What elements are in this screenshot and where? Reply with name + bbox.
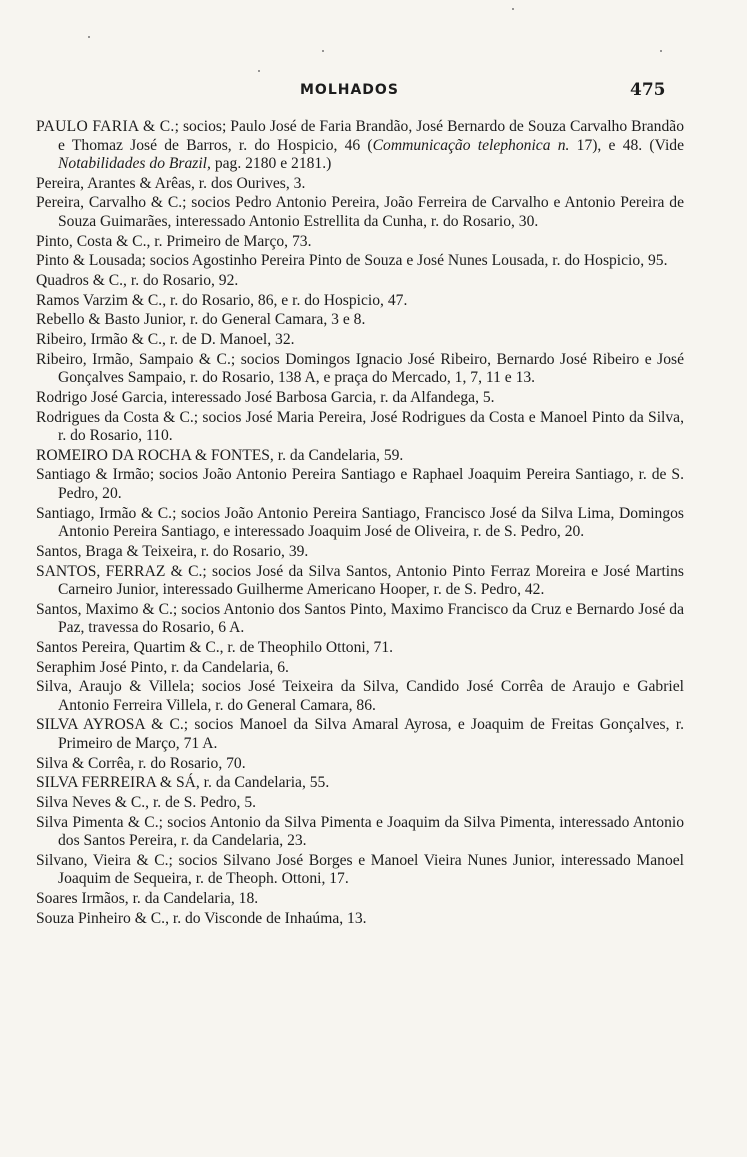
directory-entry: Soares Irmãos, r. da Candelaria, 18. bbox=[36, 890, 259, 908]
directory-entry: Pereira, Carvalho & C.; socios Pedro Antonio Pereira, João Ferreira de Carvalho e Antonio Pereira de Souza Guimarães, interessado Antonio Estrellita da Cunha, r. do Rosario, 30. bbox=[36, 194, 684, 230]
print-speck bbox=[88, 36, 90, 38]
section-title: MOLHADOS bbox=[300, 82, 399, 98]
directory-entry: Silva, Araujo & Villela; socios José Teixeira da Silva, Candido José Corrêa de Araujo e Gabriel Antonio Ferreira Villela, r. do General Camara, 86. bbox=[36, 678, 684, 714]
directory-entry: SILVA FERREIRA & SÁ, r. da Candelaria, 55. bbox=[36, 774, 330, 792]
print-speck bbox=[258, 70, 260, 72]
directory-entry: Souza Pinheiro & C., r. do Visconde de Inhaúma, 13. bbox=[36, 909, 367, 927]
print-speck bbox=[322, 50, 324, 52]
directory-entry: Ramos Varzim & C., r. do Rosario, 86, e r. do Hospicio, 47. bbox=[36, 291, 408, 309]
directory-entry: Ribeiro, Irmão, Sampaio & C.; socios Domingos Ignacio José Ribeiro, Bernardo José Ribeiro e José Gonçalves Sampaio, r. do Rosario, 138 A, e praça do Mercado, 1, 7, 11 e 13. bbox=[36, 350, 684, 387]
directory-entry: Silva & Corrêa, r. do Rosario, 70. bbox=[36, 754, 246, 772]
directory-entry: SANTOS, FERRAZ & C.; socios José da Silva Santos, Antonio Pinto Ferraz Moreira e José Martins Carneiro Junior, interessado Guilherme Americano Hooper, r. de S. Pedro, 42. bbox=[36, 562, 684, 598]
page-header bbox=[0, 82, 747, 106]
directory-entry: Quadros & C., r. do Rosario, 92. bbox=[36, 271, 239, 289]
directory-entry: Ribeiro, Irmão & C., r. de D. Manoel, 32. bbox=[36, 331, 295, 348]
directory-entry: Santos, Braga & Teixeira, r. do Rosario, 39. bbox=[36, 542, 309, 560]
directory-entry: Silvano, Vieira & C.; socios Silvano José Borges e Manoel Vieira Nunes Junior, interessado Manoel Joaquim de Sequeira, r. de Theoph. Ottoni, 17. bbox=[36, 851, 684, 888]
entry-list bbox=[36, 118, 684, 929]
directory-entry: ROMEIRO DA ROCHA & FONTES, r. da Candelaria, 59. bbox=[36, 446, 404, 464]
directory-entry: Santiago, Irmão & C.; socios João Antonio Pereira Santiago, Francisco José da Silva Lima, Domingos Antonio Pereira Santiago, e interessado Joaquim José de Oliveira, r. de S. Pedro, 20. bbox=[36, 504, 684, 541]
directory-entry: Rebello & Basto Junior, r. do General Camara, 3 e 8. bbox=[36, 311, 366, 329]
directory-entry: Santiago & Irmão; socios João Antonio Pereira Santiago e Raphael Joaquim Pereira Santiago, r. de S. Pedro, 20. bbox=[36, 466, 684, 502]
directory-entry: SILVA AYROSA & C.; socios Manoel da Silva Amaral Ayrosa, e Joaquim de Freitas Gonçalves, r. Primeiro de Março, 71 A. bbox=[36, 716, 684, 752]
entry-italic-note: Communicação telephonica n. bbox=[372, 136, 570, 154]
page-number: 475 bbox=[630, 80, 666, 100]
directory-entry: Rodrigues da Costa & C.; socios José Maria Pereira, José Rodrigues da Costa e Manoel Pinto da Silva, r. do Rosario, 110. bbox=[36, 408, 684, 445]
entry-text: ; socios; Paulo José de Faria Brandão, José Bernardo de Souza Carvalho Brandão e Thomaz José de Barros, r. do Hospicio, 46 ( bbox=[58, 118, 684, 154]
entry-paulo-faria bbox=[36, 118, 684, 174]
directory-entry: Silva Pimenta & C.; socios Antonio da Silva Pimenta e Joaquim da Silva Pimenta, interessado Antonio dos Santos Pereira, r. da Candelaria, 23. bbox=[36, 813, 684, 850]
directory-entry: Pinto & Lousada; socios Agostinho Pereira Pinto de Souza e José Nunes Lousada, r. do Hospicio, 95. bbox=[36, 252, 668, 270]
entry-text: 17), e 48. (Vide bbox=[569, 136, 684, 154]
print-speck bbox=[660, 50, 662, 52]
directory-entry: Pereira, Arantes & Arêas, r. dos Ourives, 3. bbox=[36, 174, 306, 192]
entry-italic-note: Notabilidades do Brazil, bbox=[58, 155, 211, 172]
entry-text: pag. 2180 e 2181.) bbox=[210, 155, 332, 172]
directory-entry: Santos, Maximo & C.; socios Antonio dos Santos Pinto, Maximo Francisco da Cruz e Bernardo José da Paz, travessa do Rosario, 6 A. bbox=[36, 600, 684, 637]
directory-entry: Silva Neves & C., r. de S. Pedro, 5. bbox=[36, 794, 257, 811]
directory-entry: Santos Pereira, Quartim & C., r. de Theophilo Ottoni, 71. bbox=[36, 638, 394, 656]
entry-name: PAULO FARIA & C. bbox=[36, 118, 175, 135]
directory-entry: Rodrigo José Garcia, interessado José Barbosa Garcia, r. da Alfandega, 5. bbox=[36, 388, 495, 406]
directory-entry: Seraphim José Pinto, r. da Candelaria, 6. bbox=[36, 658, 289, 676]
directory-entry: Pinto, Costa & C., r. Primeiro de Março, 73. bbox=[36, 232, 312, 250]
print-speck bbox=[512, 8, 514, 10]
